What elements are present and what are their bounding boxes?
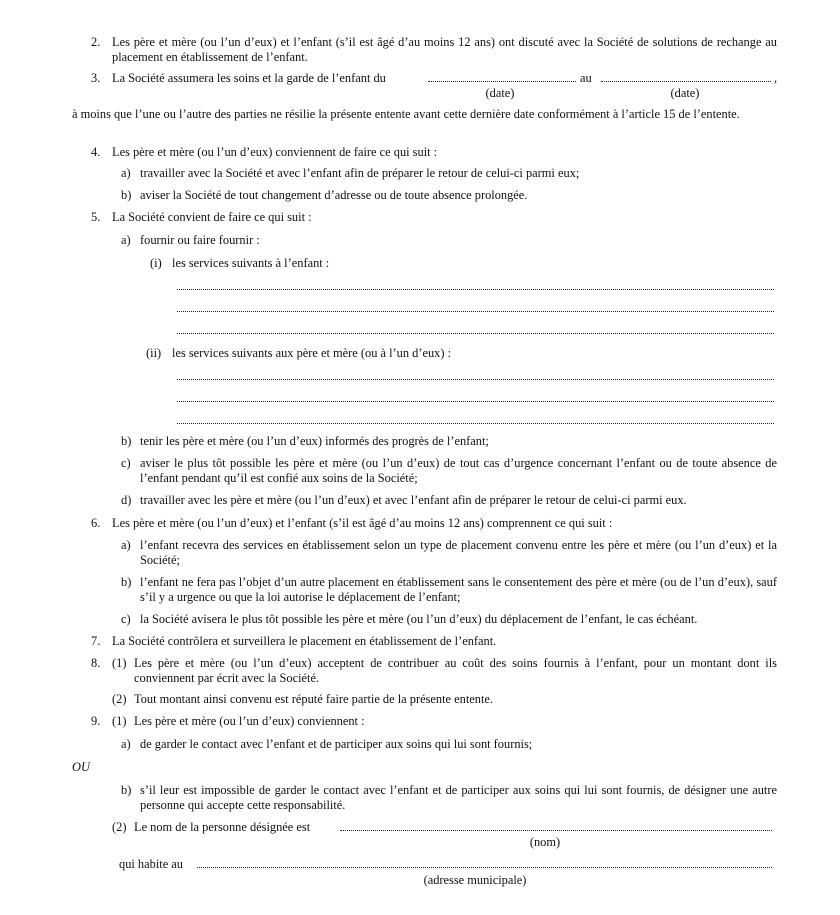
- start-date-field[interactable]: [428, 81, 576, 82]
- section-5-ii-label: (ii): [146, 346, 162, 360]
- section-6-c-label: c): [121, 612, 131, 626]
- section-6-text: Les père et mère (ou l’un d’eux) et l’enfant (s’il est âgé d’au moins 12 ans) comprennent ce qui suit :: [112, 516, 613, 530]
- section-5-ii-text: les services suivants aux père et mère (ou à l’un d’eux) :: [172, 346, 452, 360]
- section-9-2-label: (2): [112, 820, 127, 834]
- section-6-a-text: l’enfant recevra des services en établissement selon un type de placement convenu entre les père et mère (ou l’un d’eux) et la Société;: [140, 538, 777, 567]
- parent-services-line-2[interactable]: [177, 401, 774, 402]
- section-8-number: 8.: [91, 656, 101, 670]
- name-caption: (nom): [529, 835, 561, 849]
- child-services-line-3[interactable]: [177, 333, 774, 334]
- section-8-1-label: (1): [112, 656, 127, 670]
- section-8-1-text: Les père et mère (ou l’un d’eux) acceptent de contribuer au coût des soins fournis à l’enfant, pour un montant dont ils conviennent par écrit avec la Société.: [134, 656, 777, 685]
- section-5-number: 5.: [91, 210, 101, 224]
- section-5-a-label: a): [121, 233, 131, 247]
- municipal-address-field[interactable]: [197, 867, 772, 868]
- section-9-2-text: Le nom de la personne désignée est: [134, 820, 311, 834]
- child-services-line-1[interactable]: [177, 289, 774, 290]
- section-3-comma: ,: [774, 71, 778, 85]
- section-8-2-label: (2): [112, 692, 127, 706]
- section-9-a-label: a): [121, 737, 131, 751]
- section-7-number: 7.: [91, 634, 101, 648]
- section-3-au: au: [580, 71, 592, 85]
- section-4-text: Les père et mère (ou l’un d’eux) conviennent de faire ce qui suit :: [112, 145, 438, 159]
- section-5-a-text: fournir ou faire fournir :: [140, 233, 260, 247]
- section-5-i-label: (i): [150, 256, 162, 270]
- section-4-number: 4.: [91, 145, 101, 159]
- section-5-d-text: travailler avec les père et mère (ou l’un d’eux) et avec l’enfant afin de préparer le retour de celui-ci parmi eux.: [140, 493, 687, 507]
- parent-services-line-3[interactable]: [177, 423, 774, 424]
- section-5-c-label: c): [121, 456, 131, 470]
- section-5-b-label: b): [121, 434, 132, 448]
- section-7-text: La Société contrôlera et surveillera le placement en établissement de l’enfant.: [112, 634, 497, 648]
- section-9-1-label: (1): [112, 714, 127, 728]
- section-6-b-text: l’enfant ne fera pas l’objet d’un autre placement en établissement sans le consentement des père et mère (ou de l’un d’eux), sauf s’il y a urgence ou que la loi autorise le déplacement de l’enfant;: [140, 575, 777, 604]
- section-8-2-text: Tout montant ainsi convenu est réputé faire partie de la présente entente.: [134, 692, 494, 706]
- section-9-number: 9.: [91, 714, 101, 728]
- section-9-b-text: s’il leur est impossible de garder le contact avec l’enfant et de participer aux soins qui lui sont fournis, de désigner une autre personne qui accepte cette responsabilité.: [140, 783, 777, 812]
- section-6-b-label: b): [121, 575, 132, 589]
- address-caption: (adresse municipale): [423, 873, 527, 887]
- end-date-caption: (date): [670, 86, 700, 100]
- section-3-text: La Société assumera les soins et la garde de l’enfant du: [112, 71, 386, 85]
- section-4-b-label: b): [121, 188, 132, 202]
- section-6-number: 6.: [91, 516, 101, 530]
- section-4-a-label: a): [121, 166, 131, 180]
- parent-services-line-1[interactable]: [177, 379, 774, 380]
- section-4-b-text: aviser la Société de tout changement d’adresse ou de toute absence prolongée.: [140, 188, 528, 202]
- start-date-caption: (date): [485, 86, 515, 100]
- section-3-continuation: à moins que l’une ou l’autre des parties ne résilie la présente entente avant cette dernière date conformément à l’article 15 de l’entente.: [72, 107, 740, 121]
- section-5-text: La Société convient de faire ce qui suit :: [112, 210, 312, 224]
- ou-separator: OU: [72, 760, 90, 774]
- section-5-i-text: les services suivants à l’enfant :: [172, 256, 330, 270]
- section-3-number: 3.: [91, 71, 101, 85]
- section-5-d-label: d): [121, 493, 132, 507]
- section-6-c-text: la Société avisera le plus tôt possible les père et mère (ou l’un d’eux) du déplacement de l’enfant, le cas échéant.: [140, 612, 698, 626]
- section-9-1-text: Les père et mère (ou l’un d’eux) conviennent :: [134, 714, 365, 728]
- child-services-line-2[interactable]: [177, 311, 774, 312]
- section-5-b-text: tenir les père et mère (ou l’un d’eux) informés des progrès de l’enfant;: [140, 434, 489, 448]
- section-2-text: Les père et mère (ou l’un d’eux) et l’enfant (s’il est âgé d’au moins 12 ans) ont discuté avec la Société de solutions de rechange au placement en établissement de l’enfant.: [112, 35, 777, 64]
- designated-person-name-field[interactable]: [340, 830, 772, 831]
- section-4-a-text: travailler avec la Société et avec l’enfant afin de préparer le retour de celui-ci parmi eux;: [140, 166, 580, 180]
- end-date-field[interactable]: [601, 81, 771, 82]
- section-9-habite-text: qui habite au: [119, 857, 183, 871]
- section-6-a-label: a): [121, 538, 131, 552]
- section-9-b-label: b): [121, 783, 132, 797]
- section-9-a-text: de garder le contact avec l’enfant et de participer aux soins qui lui sont fournis;: [140, 737, 533, 751]
- section-2-number: 2.: [91, 35, 101, 49]
- section-5-c-text: aviser le plus tôt possible les père et mère (ou l’un d’eux) de tout cas d’urgence concernant l’enfant ou de toute absence de l’enfant pendant qu’il est confié aux soins de la Société;: [140, 456, 777, 485]
